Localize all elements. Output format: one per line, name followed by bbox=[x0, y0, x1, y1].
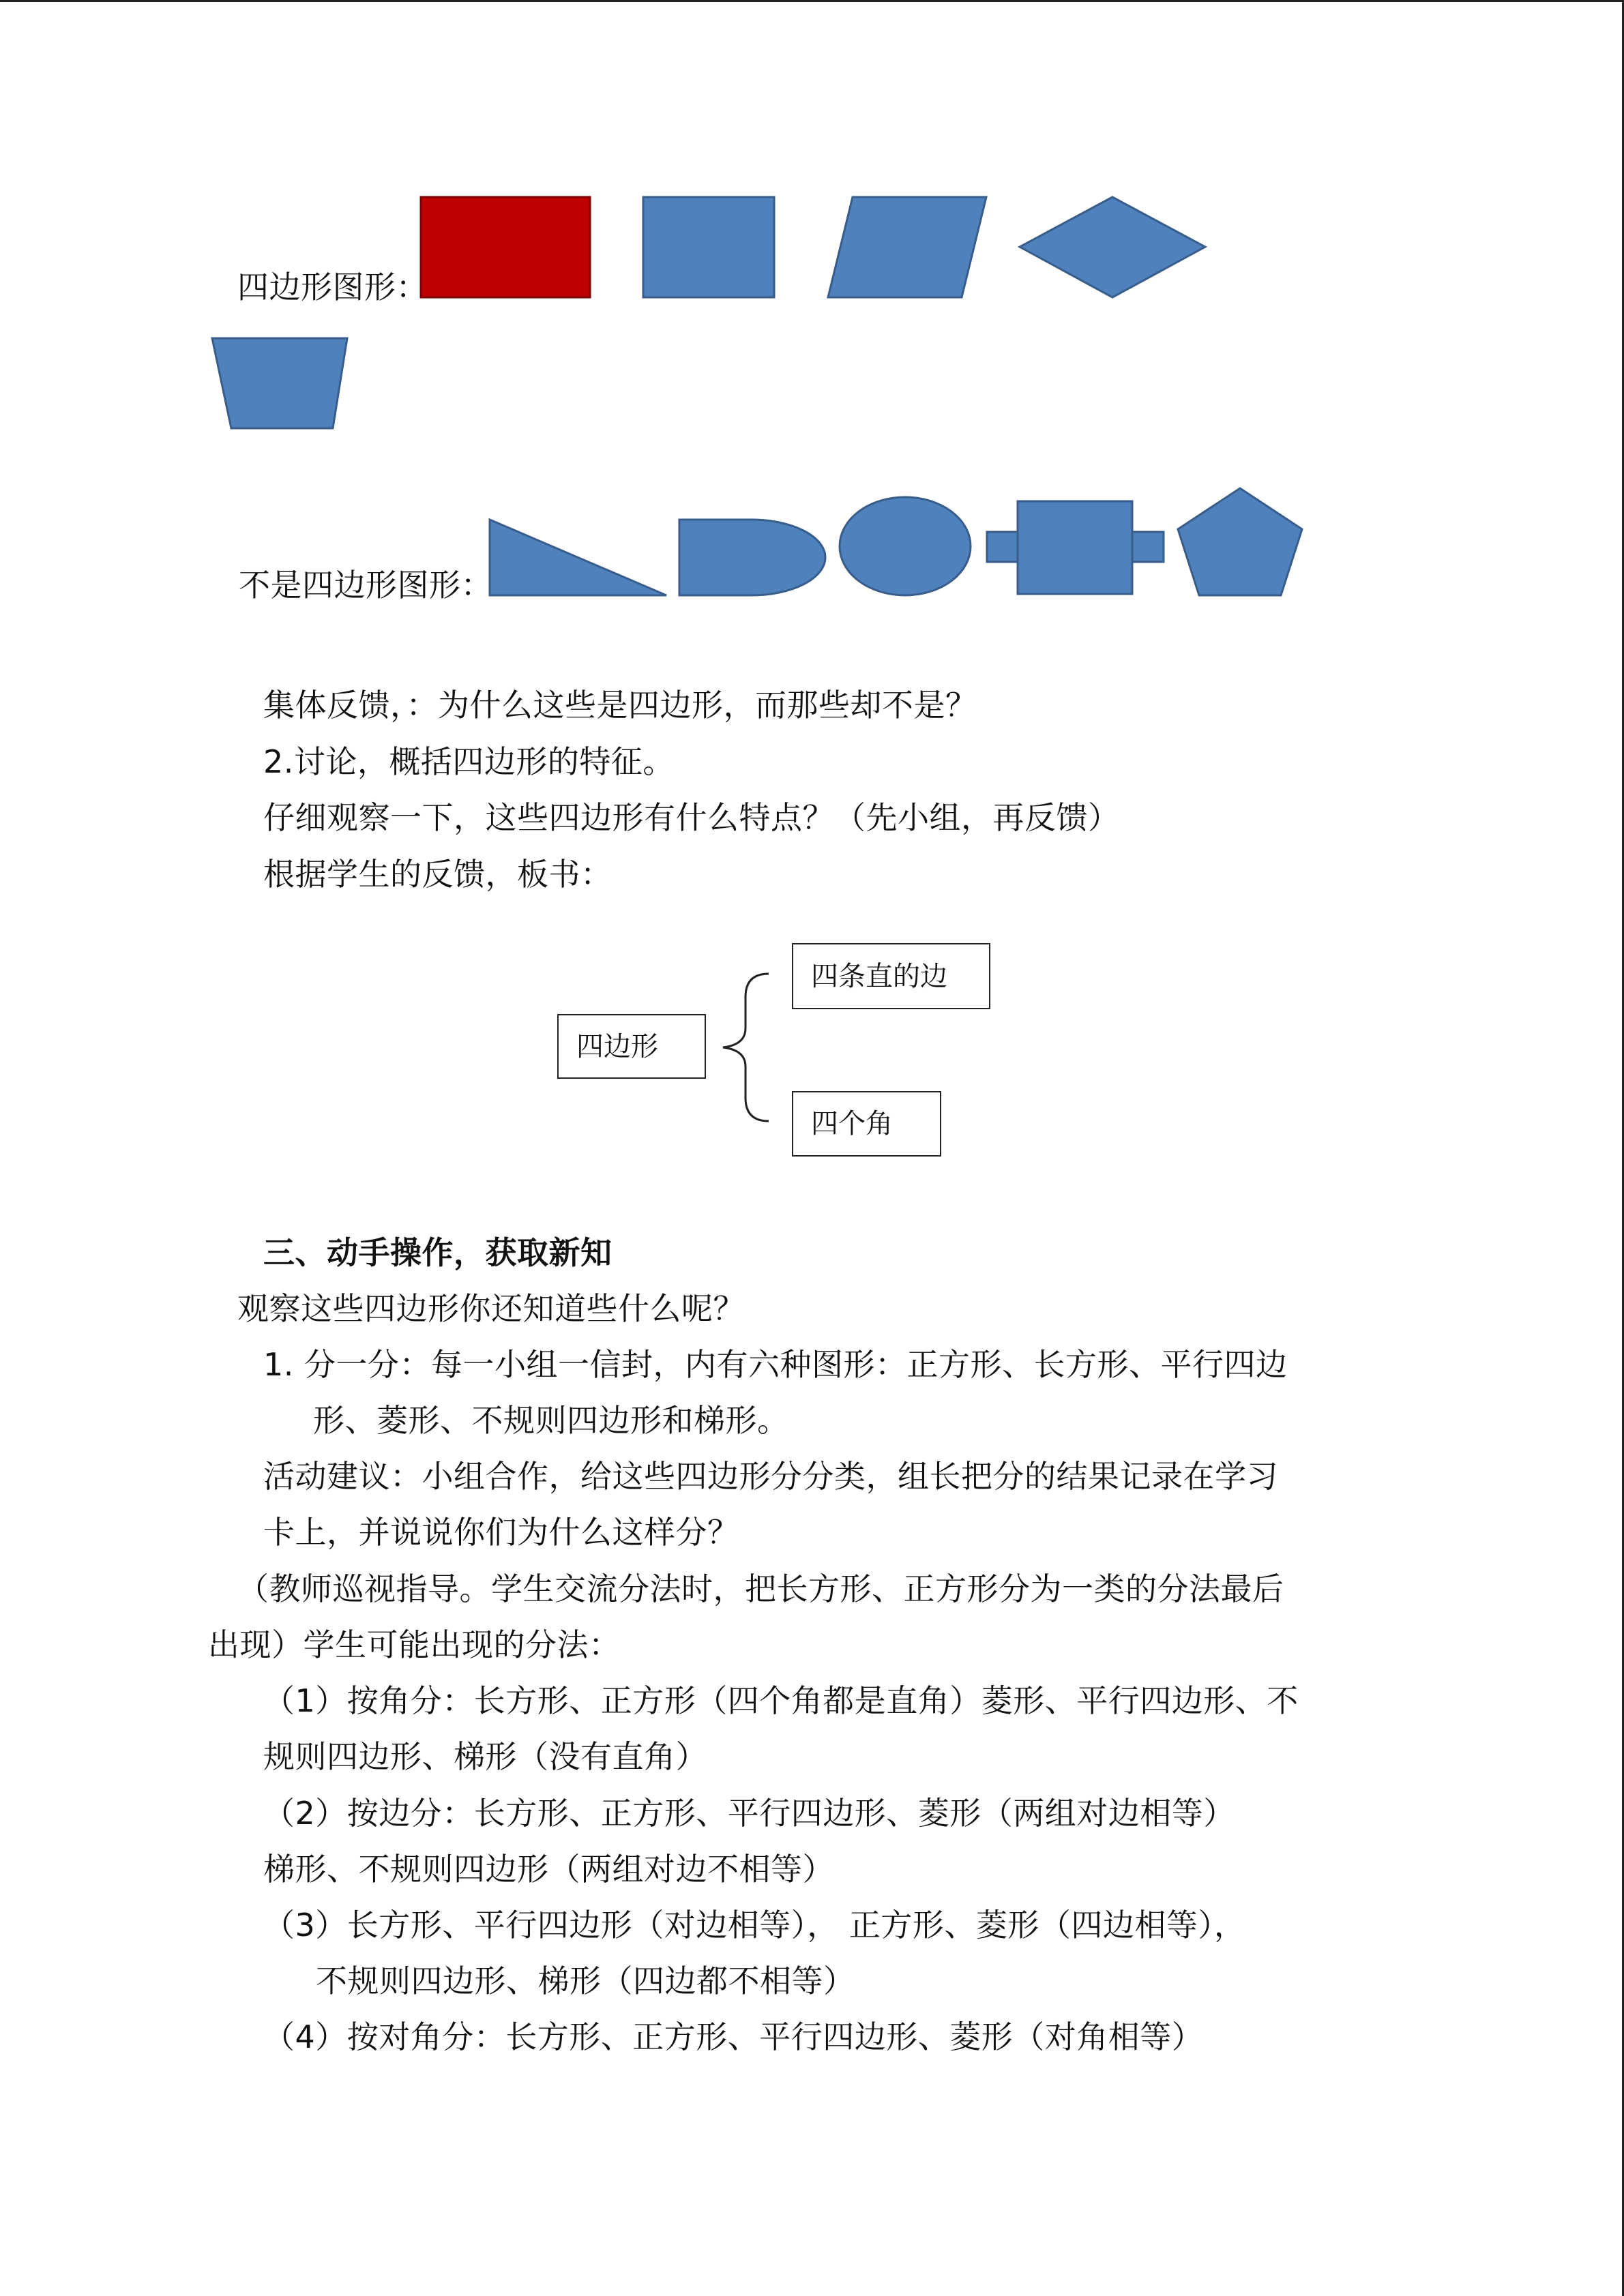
section-intro: 观察这些四边形你还知道些什么呢？ bbox=[237, 1290, 745, 1327]
triangle-shape bbox=[490, 520, 666, 595]
method1-line1: （1）按角分：长方形、正方形（四个角都是直角）菱形、平行四边形、不 bbox=[263, 1682, 1299, 1719]
method1-line2: 规则四边形、梯形（没有直角） bbox=[263, 1738, 707, 1775]
red-rectangle-shape bbox=[421, 197, 590, 297]
method3-line2: 不规则四边形、梯形（四边都不相等） bbox=[316, 1963, 855, 1999]
half-round-shape bbox=[679, 520, 825, 595]
quadrilaterals-label: 四边形图形： bbox=[237, 269, 428, 305]
paragraph-feedback: 集体反馈，：为什么这些是四边形，而那些却不是？ bbox=[263, 687, 977, 724]
method3-line1: （3）长方形、平行四边形（对边相等）， 正方形、菱形（四边相等）， bbox=[263, 1907, 1246, 1943]
item1-line1: 1. 分一分：每一小组一信封，内有六种图形：正方形、长方形、平行四边 bbox=[263, 1346, 1288, 1383]
parallelogram-shape bbox=[828, 197, 986, 297]
teacher-note-line2: 出现）学生可能出现的分法： bbox=[208, 1626, 621, 1663]
diagram-branch-edges-box: 四条直的边 bbox=[792, 943, 990, 1009]
method2-line2: 梯形、不规则四边形（两组对边不相等） bbox=[263, 1851, 834, 1888]
cross-center-shape bbox=[1018, 501, 1132, 594]
brace-connector bbox=[723, 974, 769, 1121]
paragraph-observe: 仔细观察一下，这些四边形有什么特点？（先小组，再反馈） bbox=[263, 799, 1120, 836]
cross-left-arm-shape bbox=[987, 532, 1020, 562]
ellipse-shape bbox=[840, 497, 971, 595]
suggestion-line2: 卡上，并说说你们为什么这样分？ bbox=[263, 1514, 739, 1551]
cross-right-arm-shape bbox=[1131, 532, 1164, 562]
trapezoid-shape bbox=[212, 338, 347, 428]
paragraph-discussion: 2.讨论，概括四边形的特征。 bbox=[263, 743, 675, 780]
item1-line2: 形、菱形、不规则四边形和梯形。 bbox=[313, 1402, 789, 1439]
non-quadrilaterals-label: 不是四边形图形： bbox=[239, 567, 492, 603]
square-shape bbox=[643, 197, 774, 297]
section-heading: 三、动手操作，获取新知 bbox=[263, 1234, 612, 1271]
suggestion-line1: 活动建议：小组合作，给这些四边形分分类，组长把分的结果记录在学习 bbox=[263, 1458, 1278, 1495]
rhombus-shape bbox=[1020, 197, 1205, 297]
teacher-note-line1: （教师巡视指导。学生交流分法时，把长方形、正方形分为一类的分法最后 bbox=[237, 1570, 1284, 1607]
diagram-branch-angles-box: 四个角 bbox=[792, 1091, 941, 1157]
paragraph-board: 根据学生的反馈，板书： bbox=[263, 856, 612, 893]
method2-line1: （2）按边分：长方形、正方形、平行四边形、菱形（两组对边相等） bbox=[263, 1795, 1235, 1832]
pentagon-shape bbox=[1178, 488, 1302, 595]
diagram-root-box: 四边形 bbox=[557, 1014, 706, 1079]
method4-line1: （4）按对角分：长方形、正方形、平行四边形、菱形（对角相等） bbox=[263, 2018, 1204, 2055]
